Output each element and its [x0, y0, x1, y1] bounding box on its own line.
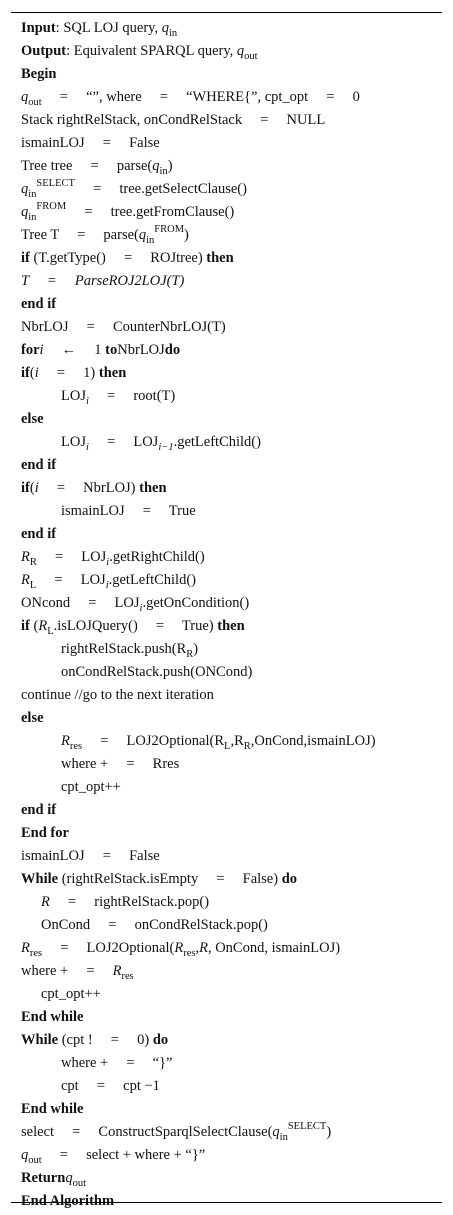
algorithm-line — [21, 385, 438, 408]
algorithm-token: (rightRelStack.isEmpty = False) — [58, 871, 282, 887]
algorithm-token: ( — [29, 365, 35, 381]
algorithm-line — [21, 845, 438, 868]
algorithm-token: if — [21, 365, 30, 381]
algorithm-token: L — [47, 626, 54, 637]
algorithm-token: q — [236, 43, 245, 59]
algorithm-token: = NbrLOJ) — [38, 480, 140, 496]
algorithm-token: L — [29, 580, 37, 591]
algorithm-line — [21, 661, 438, 684]
algorithm-token: End Algorithm — [21, 1193, 115, 1209]
algorithm-token: for — [21, 342, 40, 358]
algorithm-token: to — [105, 342, 118, 358]
algorithm-token: where + = “}” — [61, 1055, 173, 1071]
algorithm-token: q — [272, 1124, 280, 1140]
algorithm-token: Stack rightRelStack, onCondRelStack = NULL — [21, 112, 326, 128]
algorithm-line — [21, 17, 438, 40]
algorithm-token: out — [28, 1155, 42, 1166]
algorithm-token: ismainLOJ = False — [21, 848, 160, 864]
algorithm-token: FROM — [154, 224, 185, 235]
algorithm-token: NbrLOJ — [117, 342, 165, 358]
algorithm-token: q — [65, 1170, 73, 1186]
algorithm-token: R — [29, 557, 37, 568]
algorithm-token: i — [34, 365, 39, 381]
algorithm-token: = LOJ — [36, 572, 106, 588]
algorithm-token: then — [98, 365, 127, 381]
algorithm-token: While — [21, 1032, 59, 1048]
algorithm-line — [21, 638, 438, 661]
algorithm-token: i — [139, 603, 143, 614]
algorithm-token: = tree.getSelectClause() — [74, 181, 247, 197]
algorithm-line — [21, 1052, 438, 1075]
algorithm-line — [21, 477, 438, 500]
algorithm-token: = rightRelStack.pop() — [49, 894, 210, 910]
algorithm-line — [21, 592, 438, 615]
algorithm-token: = root(T) — [88, 388, 176, 404]
algorithm-token: end if — [21, 296, 57, 312]
algorithm-token: End while — [21, 1009, 84, 1025]
algorithm-token: R — [174, 940, 184, 956]
algorithm-token: then — [139, 480, 167, 496]
algorithm-token: then — [217, 618, 245, 634]
algorithm-token: where + = — [21, 963, 113, 979]
algorithm-line — [21, 730, 438, 753]
algorithm-line — [21, 868, 438, 891]
algorithm-line — [21, 316, 438, 339]
algorithm-token: i — [105, 580, 109, 591]
algorithm-token: then — [206, 250, 234, 266]
algorithm-token: R — [243, 741, 251, 752]
algorithm-token: i — [85, 442, 89, 453]
algorithm-token: R — [61, 733, 70, 749]
algorithm-token: R — [38, 618, 48, 634]
algorithm-token: res — [121, 971, 134, 982]
algorithm-token: R — [21, 940, 30, 956]
algorithm-line — [21, 155, 438, 178]
algorithm-token: : SQL LOJ query, — [55, 20, 162, 36]
algorithm-token: onCondRelStack.push(ONCond) — [61, 664, 253, 680]
algorithm-token: in — [28, 189, 37, 200]
algorithm-token: where + = Rres — [61, 756, 180, 772]
algorithm-token: if — [21, 250, 30, 266]
algorithm-token: q — [21, 181, 29, 197]
algorithm-token: i — [106, 557, 110, 568]
algorithm-token: T = ParseROJ2LOJ(T) — [21, 273, 185, 289]
algorithm-token: else — [21, 411, 44, 427]
algorithm-token: res — [69, 741, 83, 752]
algorithm-token: out — [244, 51, 258, 62]
algorithm-token: Tree T = parse( — [21, 227, 139, 243]
algorithm-line — [21, 178, 438, 201]
algorithm-token: = LOJ2Optional(R — [82, 733, 225, 749]
algorithm-token: res — [29, 948, 43, 959]
algorithm-token: select = ConstructSparqlSelectClause( — [21, 1124, 273, 1140]
algorithm-line — [21, 684, 438, 707]
algorithm-line — [21, 960, 438, 983]
algorithm-line — [21, 109, 438, 132]
algorithm-token: R — [112, 963, 122, 979]
algorithm-token: end if — [21, 526, 57, 542]
algorithm-token: .getLeftChild() — [173, 434, 261, 450]
algorithm-line — [21, 1029, 438, 1052]
algorithm-token: cpt = cpt −1 — [61, 1078, 160, 1094]
algorithm-token: i — [85, 396, 89, 407]
algorithm-token: .getRightChild() — [109, 549, 205, 565]
algorithm-line — [21, 937, 438, 960]
algorithm-line — [21, 822, 438, 845]
algorithm-token: (T.getType() = ROJtree) — [29, 250, 207, 266]
algorithm-line — [21, 753, 438, 776]
algorithm-token: ) — [326, 1124, 332, 1140]
algorithm-line — [21, 1075, 438, 1098]
algorithm-token: R — [41, 894, 50, 910]
algorithm-line — [21, 40, 438, 63]
algorithm-line — [21, 569, 438, 592]
algorithm-token: ONcond = LOJ — [21, 595, 140, 611]
algorithm-token: NbrLOJ = CounterNbrLOJ(T) — [21, 319, 226, 335]
algorithm-token: L — [224, 741, 231, 752]
algorithm-token: OnCond = onCondRelStack.pop() — [41, 917, 268, 933]
algorithm-line — [21, 247, 438, 270]
algorithm-token: do — [164, 342, 181, 358]
algorithm-line — [21, 454, 438, 477]
algorithm-line — [21, 776, 438, 799]
algorithm-token: SELECT — [36, 178, 75, 189]
algorithm-line — [21, 707, 438, 730]
algorithm-line — [21, 500, 438, 523]
algorithm-line — [21, 523, 438, 546]
algorithm-token: cpt_opt++ — [41, 986, 101, 1002]
algorithm-token: = tree.getFromClause() — [66, 204, 235, 220]
algorithm-token: in — [159, 166, 168, 177]
algorithm-token: = LOJ — [88, 434, 159, 450]
algorithm-token: q — [152, 158, 160, 174]
algorithm-token: While — [21, 871, 59, 887]
algorithm-token: ismainLOJ = True — [61, 503, 196, 519]
algorithm-token: = 1) — [38, 365, 99, 381]
algorithm-token: in — [168, 28, 178, 39]
algorithm-line — [21, 339, 438, 362]
algorithm-token: rightRelStack.push(R — [61, 641, 187, 657]
algorithm-token: if — [21, 480, 30, 496]
algorithm-token: R — [186, 649, 194, 660]
algorithm-line — [21, 914, 438, 937]
algorithm-token: = “”, where = “WHERE{”, cpt_opt = 0 — [41, 89, 360, 105]
algorithm-token: in — [28, 212, 37, 223]
algorithm-token: end if — [21, 802, 57, 818]
algorithm-token: q — [161, 20, 169, 36]
algorithm-line — [21, 799, 438, 822]
algorithm-token: q — [21, 204, 29, 220]
algorithm-line — [21, 1190, 438, 1213]
algorithm-token: i — [39, 342, 44, 358]
algorithm-box — [11, 12, 442, 1209]
algorithm-line — [21, 546, 438, 569]
algorithm-line — [21, 362, 438, 385]
algorithm-line — [21, 201, 438, 224]
algorithm-token: ) — [184, 227, 189, 243]
algorithm-token: = LOJ — [36, 549, 107, 565]
algorithm-token: out — [72, 1178, 86, 1189]
algorithm-token: res — [183, 948, 196, 959]
algorithm-token: , OnCond, ismainLOJ) — [207, 940, 341, 956]
algorithm-token: R — [21, 549, 30, 565]
algorithm-token: if — [21, 618, 30, 634]
algorithm-token: LOJ — [61, 388, 86, 404]
algorithm-token: End for — [21, 825, 69, 841]
algorithm-token: in — [279, 1132, 288, 1143]
algorithm-line — [21, 63, 438, 86]
algorithm-token: in — [146, 235, 155, 246]
algorithm-token: continue //go to the next iteration — [21, 687, 214, 703]
algorithm-token: q — [21, 89, 29, 105]
algorithm-token: ) — [167, 158, 173, 174]
algorithm-line — [21, 431, 438, 454]
algorithm-token: = LOJ2Optional( — [42, 940, 175, 956]
algorithm-token: = select + where + “}” — [41, 1147, 206, 1163]
algorithm-token: ,R — [230, 733, 244, 749]
algorithm-token: q — [21, 1147, 29, 1163]
algorithm-token: (cpt ! = 0) — [58, 1032, 153, 1048]
algorithm-line — [21, 891, 438, 914]
algorithm-token: ) — [193, 641, 199, 657]
algorithm-token: Begin — [21, 66, 57, 82]
algorithm-token: ( — [29, 480, 35, 496]
algorithm-token: do — [281, 871, 298, 887]
algorithm-token: i−1 — [158, 442, 174, 453]
algorithm-token: .getOnCondition() — [142, 595, 250, 611]
algorithm-line — [21, 224, 438, 247]
algorithm-line — [21, 1167, 438, 1190]
algorithm-token: .isLOJQuery() = True) — [53, 618, 218, 634]
algorithm-token: out — [28, 97, 42, 108]
algorithm-line — [21, 983, 438, 1006]
algorithm-token: ismainLOJ = False — [21, 135, 160, 151]
algorithm-token: ,OnCond,ismainLOJ) — [250, 733, 376, 749]
algorithm-line — [21, 408, 438, 431]
algorithm-token: ( — [29, 618, 39, 634]
algorithm-token: : Equivalent SPARQL query, — [66, 43, 237, 59]
algorithm-token: end if — [21, 457, 57, 473]
algorithm-token: cpt_opt++ — [61, 779, 121, 795]
algorithm-lines — [21, 17, 438, 1213]
algorithm-line — [21, 615, 438, 638]
algorithm-token: Return — [21, 1170, 66, 1186]
algorithm-token: FROM — [36, 201, 67, 212]
algorithm-token: else — [21, 710, 44, 726]
algorithm-token: ← 1 — [43, 342, 106, 358]
algorithm-token: do — [152, 1032, 169, 1048]
algorithm-token: LOJ — [61, 434, 86, 450]
algorithm-token: End while — [21, 1101, 84, 1117]
algorithm-token: Output — [21, 43, 67, 59]
algorithm-line — [21, 86, 438, 109]
algorithm-line — [21, 1006, 438, 1029]
algorithm-token: , — [195, 940, 200, 956]
algorithm-token: R — [21, 572, 30, 588]
algorithm-line — [21, 1098, 438, 1121]
algorithm-token: SELECT — [287, 1121, 327, 1132]
algorithm-line — [21, 1144, 438, 1167]
algorithm-token: .getLeftChild() — [108, 572, 196, 588]
algorithm-line — [21, 293, 438, 316]
algorithm-token: Tree tree = parse( — [21, 158, 153, 174]
algorithm-line — [21, 270, 438, 293]
algorithm-token: q — [138, 227, 147, 243]
algorithm-token: R — [199, 940, 208, 956]
algorithm-line — [21, 132, 438, 155]
algorithm-token: Input — [21, 20, 56, 36]
algorithm-token: i — [34, 480, 39, 496]
algorithm-line — [21, 1121, 438, 1144]
